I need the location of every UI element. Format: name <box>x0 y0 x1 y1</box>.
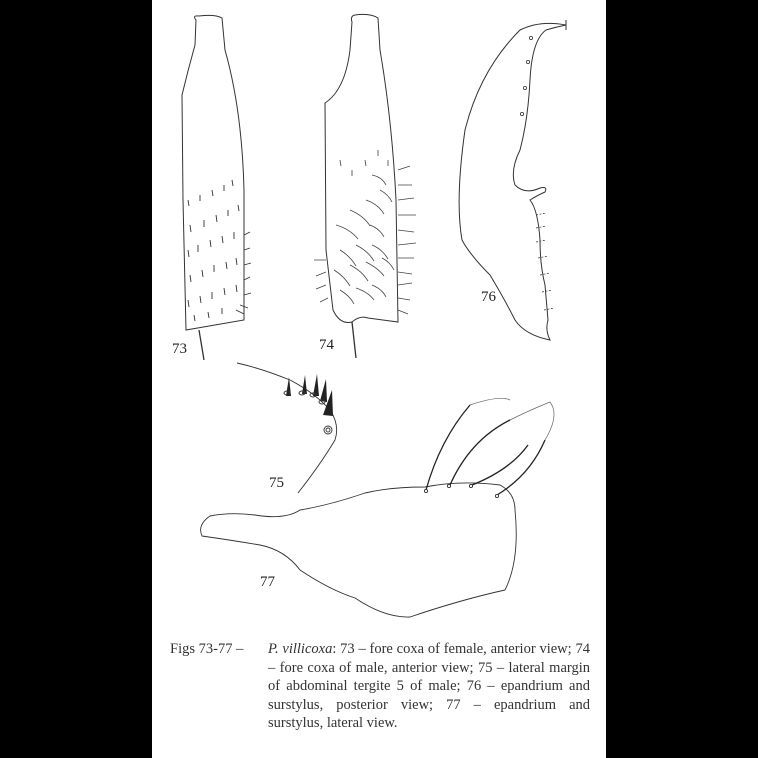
fig-76-drawing <box>459 20 566 340</box>
caption-body <box>268 640 590 733</box>
caption-text: : 73 – fore coxa of female, anterior view; 74 – fore coxa of male, anterior view; 75 – lateral margin of abdominal tergite 5 of male; 76 – epandrium and surstylus, posterior view; 77 – epandrium and surstylus, lateral view. <box>268 641 590 732</box>
figure-label-73: 73 <box>172 341 187 357</box>
fig-74-drawing <box>314 14 416 358</box>
caption-species-name: P. villicoxa <box>268 641 333 657</box>
figure-label-77: 77 <box>260 574 275 590</box>
figure-label-74: 74 <box>319 337 334 353</box>
fig-75-drawing <box>237 363 337 493</box>
caption-figure-range: Figs 73-77 – <box>170 641 244 657</box>
fig-73-drawing <box>182 15 251 360</box>
fig-77-drawing <box>201 398 554 617</box>
figure-label-75: 75 <box>269 475 284 491</box>
figure-label-76: 76 <box>481 289 496 305</box>
